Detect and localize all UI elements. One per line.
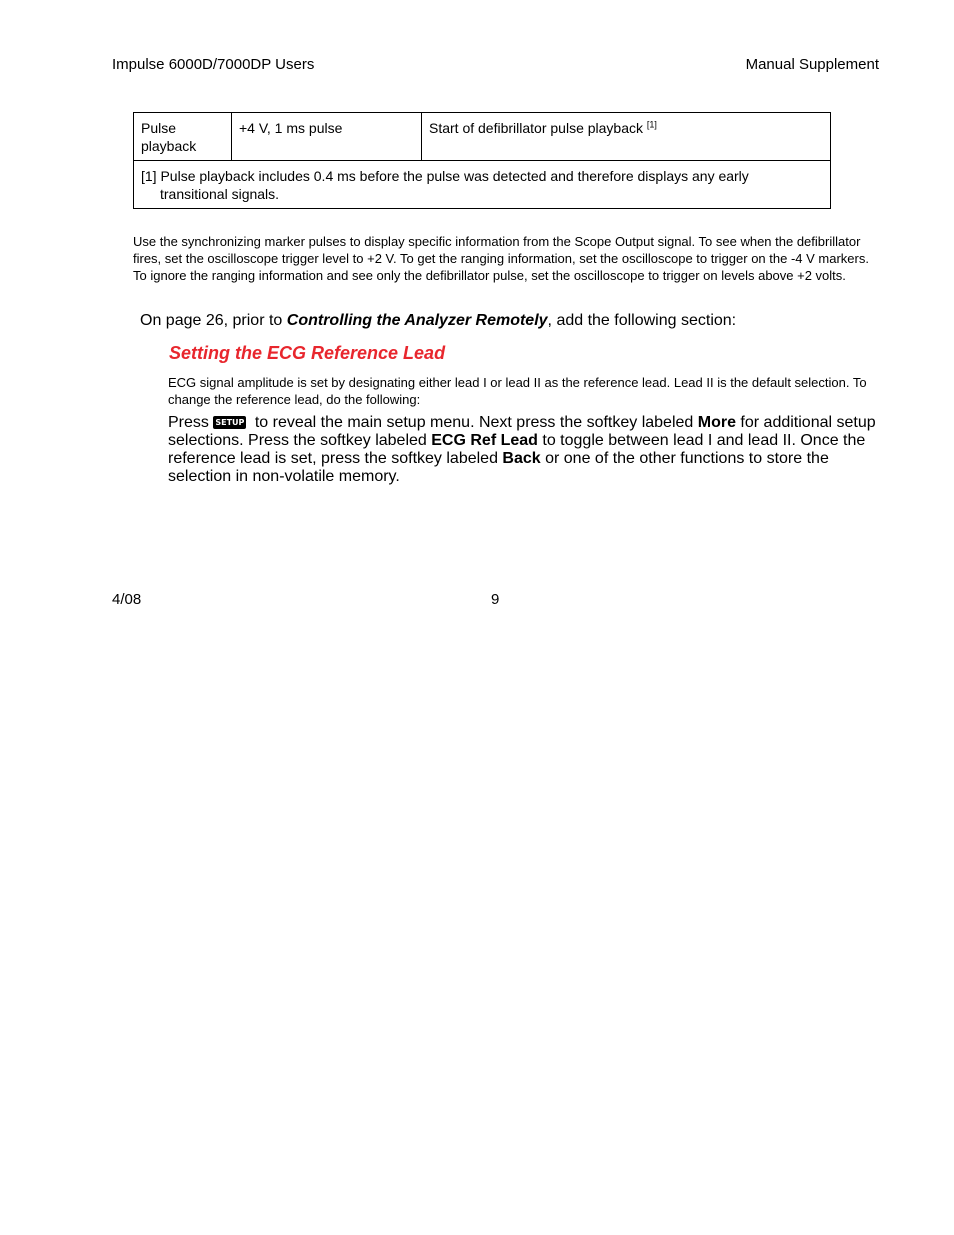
marker-paragraph: Use the synchronizing marker pulses to display specific information from the Scope Output signal. To see when the defibrillator fires, set the oscilloscope trigger level to +2 V. To get the ranging information, set the oscilloscope to trigger on the -4 V markers. To ignore the ranging information and see only the defibrillator pulse, set the oscilloscope to trigger on levels above +2 volts.: [133, 234, 869, 283]
softkey-back: Back: [502, 450, 541, 467]
table-note-row: [134, 161, 831, 209]
section-title: Setting the ECG Reference Lead: [169, 343, 446, 363]
section-steps: [168, 414, 880, 486]
section-intro: ECG signal amplitude is set by designating either lead I or lead II as the reference lead. Lead II is the default selection. To change the reference lead, do the following:: [168, 375, 867, 407]
steps-text3: to toggle between lead I and lead II. Once the reference lead is set, press the softkey labeled: [168, 432, 866, 467]
note-line2: transitional signals.: [160, 186, 280, 202]
header-subtitle: Manual Supplement: [745, 56, 879, 73]
instruction-line: [140, 311, 736, 331]
softkey-ecg-ref-lead: ECG Ref Lead: [431, 432, 538, 449]
table-note: [134, 161, 831, 209]
softkey-more: More: [697, 414, 736, 431]
instruction-emphasis: Controlling the Analyzer Remotely: [286, 312, 548, 329]
header-title: Impulse 6000D/7000DP Users: [112, 56, 315, 73]
setup-key-icon: SETUP: [215, 418, 245, 427]
marker-table: [133, 112, 831, 209]
cell-name-line1: Pulse: [141, 120, 177, 136]
cell-name-line2: playback: [141, 138, 197, 154]
footnote-ref: [1]: [646, 119, 657, 130]
cell-description-text: Start of defibrillator pulse playback: [429, 120, 643, 136]
table-cell-description: [422, 113, 831, 161]
instruction-prefix: On page 26, prior to: [140, 312, 287, 329]
steps-press: Press: [168, 414, 214, 431]
instruction-suffix: , add the following section:: [547, 312, 737, 329]
table-row: [134, 113, 831, 161]
table-cell-signal: +4 V, 1 ms pulse: [232, 113, 422, 161]
footer-page-number: 9: [491, 591, 500, 608]
steps-text4: or one of the other functions to store the selection in non-volatile memory.: [168, 450, 829, 485]
note-line1: [1] Pulse playback includes 0.4 ms before the pulse was detected and therefore displays any early: [141, 168, 749, 184]
steps-text1: to reveal the main setup menu. Next press the softkey labeled: [250, 414, 698, 431]
table-cell-name: [134, 113, 232, 161]
footer-date: 4/08: [112, 591, 142, 608]
steps-text2: for additional setup selections. Press the softkey labeled: [168, 414, 876, 449]
